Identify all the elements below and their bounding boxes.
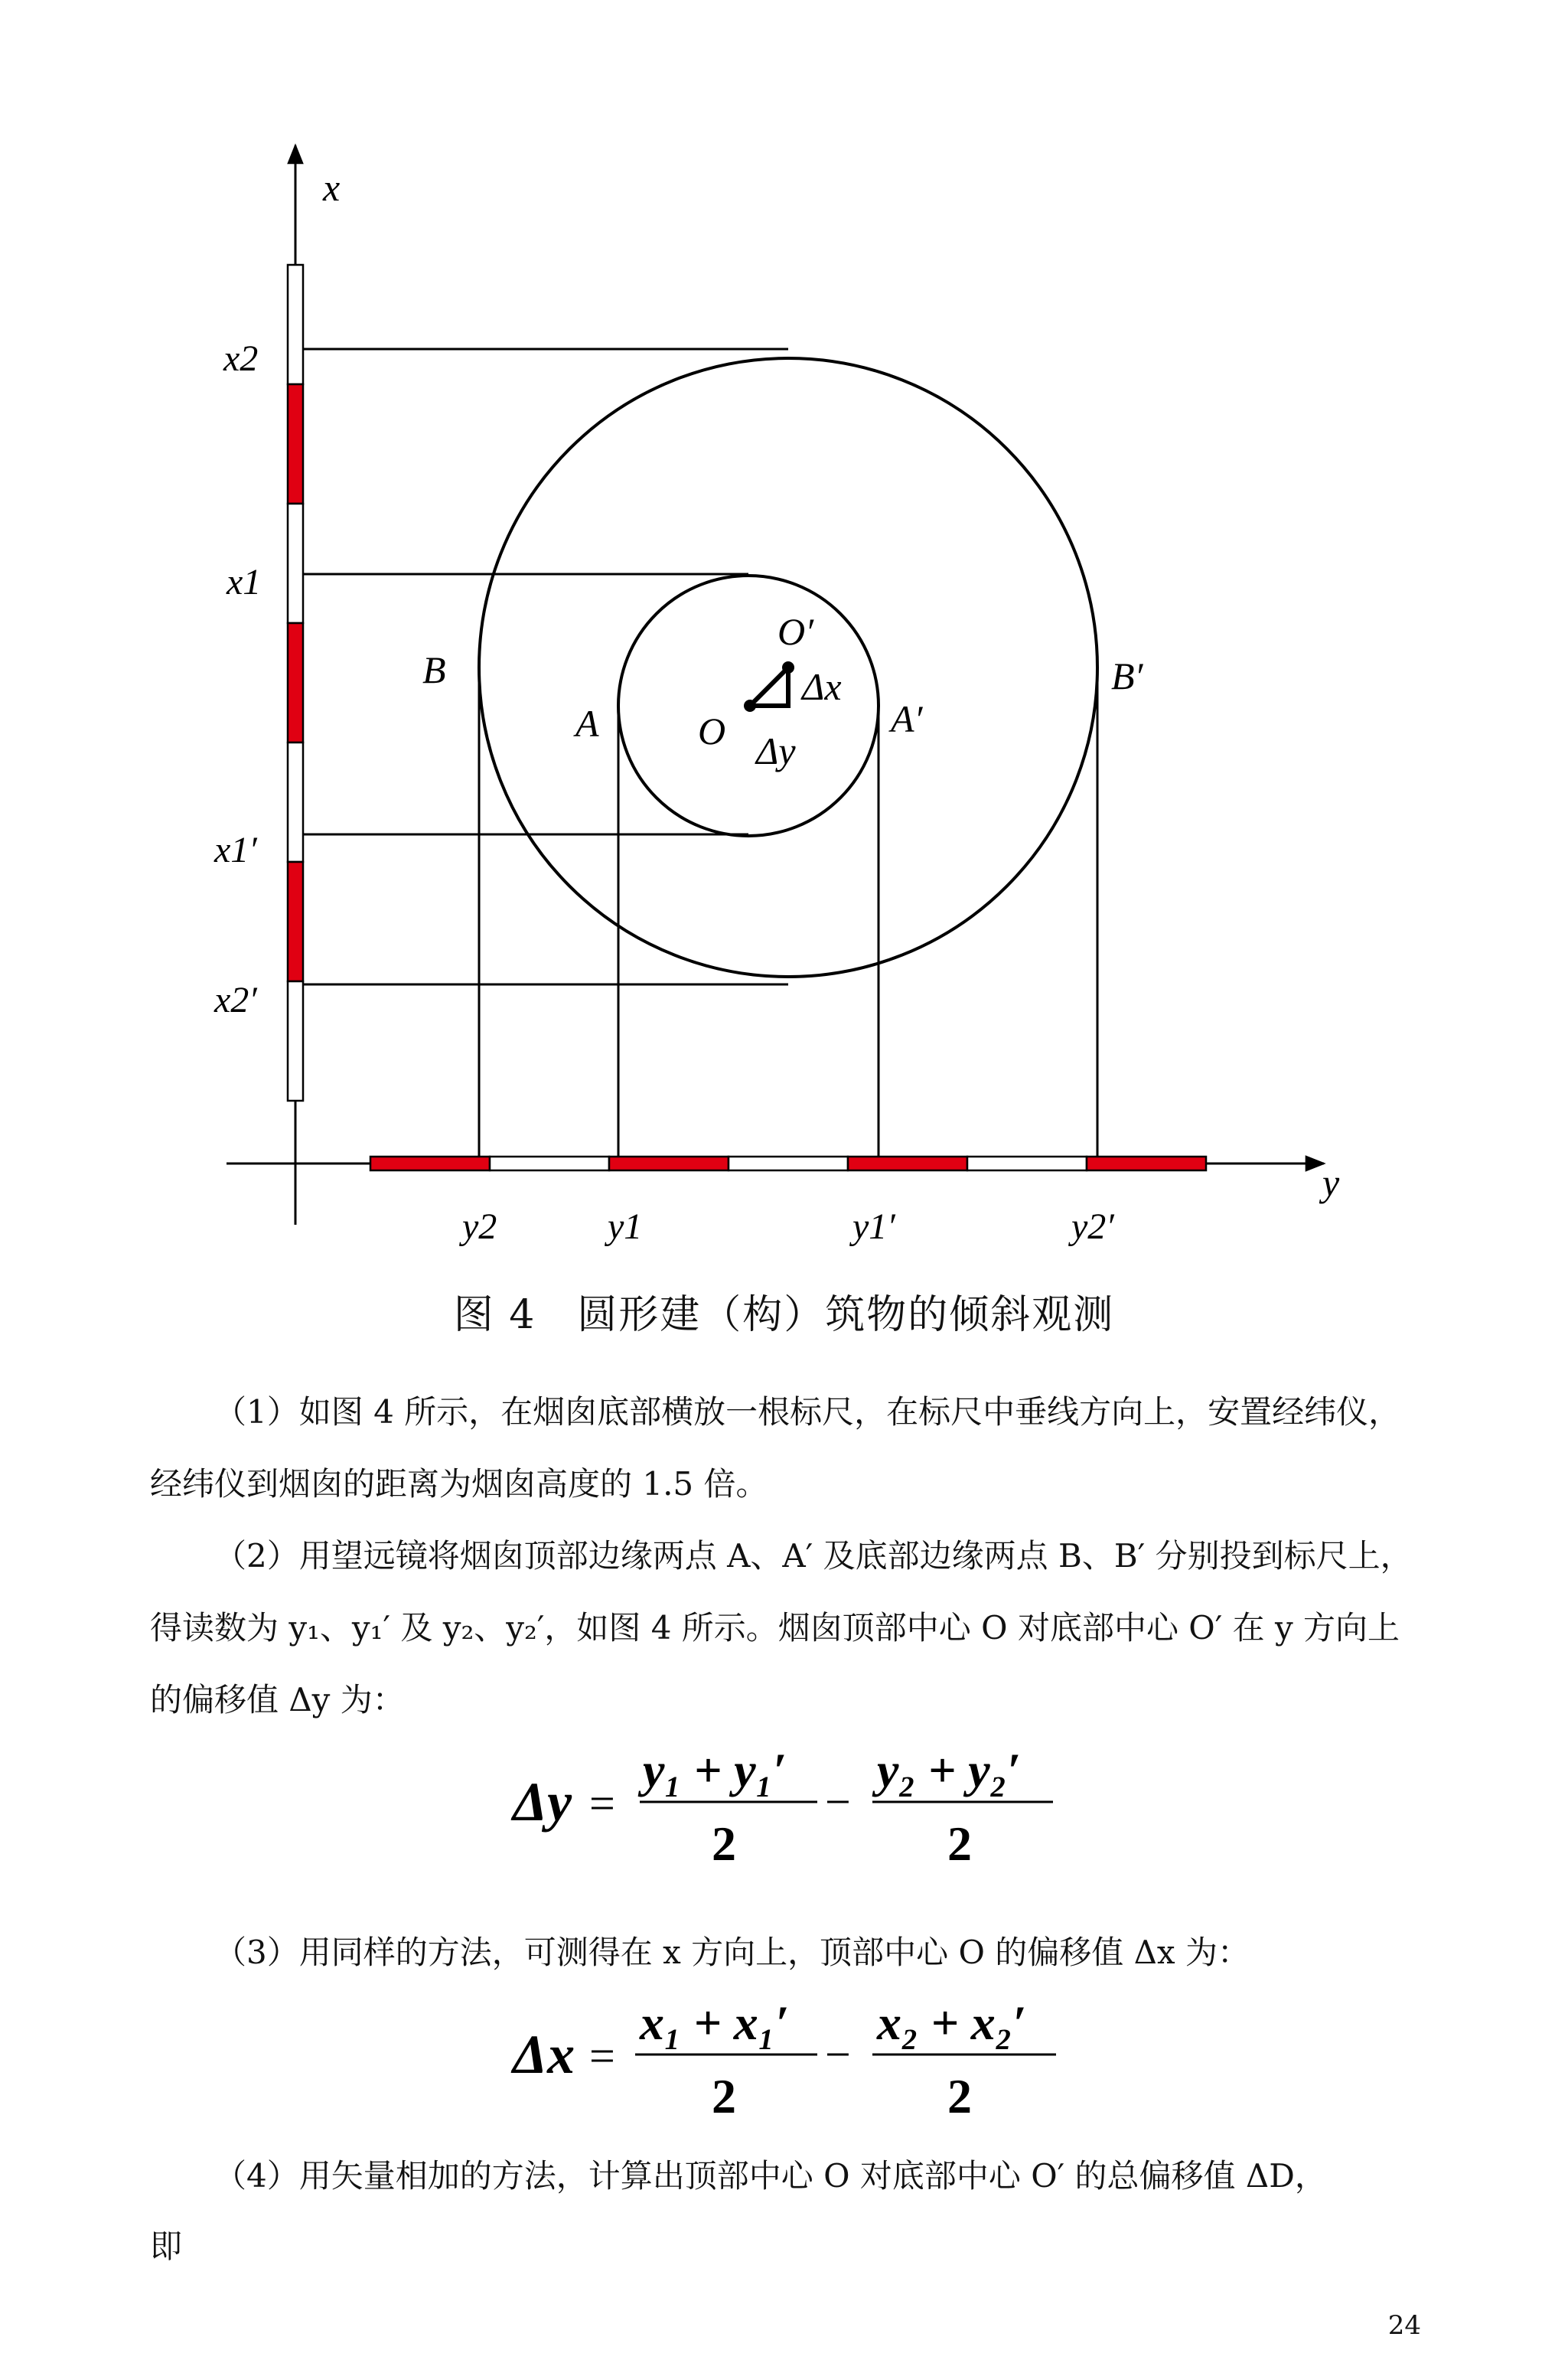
x-tick-x1: x1: [227, 562, 262, 602]
point-O-prime: O′: [777, 610, 814, 653]
paragraph-continuation: 即: [150, 2228, 183, 2265]
formula-y-eq: =: [589, 1778, 615, 1829]
y-tick-y2-prime: y2′: [1071, 1206, 1114, 1247]
figure-caption: 图 4 圆形建（构）筑物的倾斜观测: [453, 1292, 1115, 1338]
paragraph-step-3: （3）用同样的方法，可测得在 x 方向上，顶部中心 O 的偏移值 Δx 为：: [214, 1934, 1250, 1971]
y-tick-y1: y1: [608, 1206, 643, 1247]
point-B-prime: B′: [1111, 654, 1143, 697]
point-O: O: [698, 710, 726, 752]
formula-x-den1: 2: [712, 2069, 736, 2120]
horizontal-ruler: [370, 1157, 1206, 1170]
paragraph-step-1: （1）如图 4 所示，在烟囱底部横放一根标尺，在标尺中垂线方向上，安置经纬仪，经纬仪到烟囱的距离为烟囱高度的 1.5 倍。: [150, 1393, 1401, 1503]
x-tick-x2-prime: x2′: [214, 980, 257, 1020]
point-A-prime: A′: [891, 697, 923, 740]
x-tick-x2: x2: [223, 338, 259, 379]
paragraph-step-4: （4）用矢量相加的方法，计算出顶部中心 O 对底部中心 O′ 的总偏移值 ΔD，: [214, 2157, 1327, 2195]
formula-y-num2: y₂ + y₂′: [877, 1743, 1021, 1797]
formula-x-num2: x₂ + x₂′: [877, 1996, 1027, 2050]
delta-y-label: Δy: [756, 729, 796, 772]
formula-y-lhs: Δy: [513, 1771, 572, 1833]
y-tick-y1-prime: y1′: [852, 1206, 895, 1247]
paragraph-step-2: （2）用望远镜将烟囱顶部边缘两点 A、A′ 及底部边缘两点 B、B′ 分别投到标尺上，得读数为 y₁、y₁′ 及 y₂、y₂′，如图 4 所示。烟囱顶部中心 O 对底部中心 O′ 在 y 方向上的偏移值 Δy 为：: [150, 1537, 1413, 1718]
formula-x-num1: x₁ + x₁′: [640, 1996, 790, 2050]
offset-triangle: [744, 661, 794, 712]
formula-y-den1: 2: [712, 1816, 736, 1868]
formula-x-lhs: Δx: [513, 2024, 575, 2085]
vertical-ruler: [288, 265, 303, 1101]
formula-x-den2: 2: [947, 2069, 972, 2120]
formula-x-minus: −: [825, 2029, 851, 2080]
point-A: A: [575, 702, 599, 745]
x-tick-x1-prime: x1′: [214, 830, 257, 870]
y-tick-y2: y2: [462, 1206, 497, 1247]
formula-delta-x: [0, 1990, 1568, 2120]
point-B: B: [422, 648, 446, 691]
page-number: 24: [1387, 2310, 1421, 2341]
formula-y-minus: −: [825, 1777, 851, 1827]
x-axis-label: x: [323, 166, 341, 209]
formula-y-den2: 2: [947, 1816, 972, 1868]
formula-delta-y: [0, 1738, 1568, 1868]
formula-y-num1: y₁ + y₁′: [643, 1743, 787, 1797]
formula-x-eq: =: [589, 2031, 615, 2081]
delta-x-label: Δx: [802, 665, 842, 708]
y-axis-label: y: [1322, 1161, 1340, 1204]
